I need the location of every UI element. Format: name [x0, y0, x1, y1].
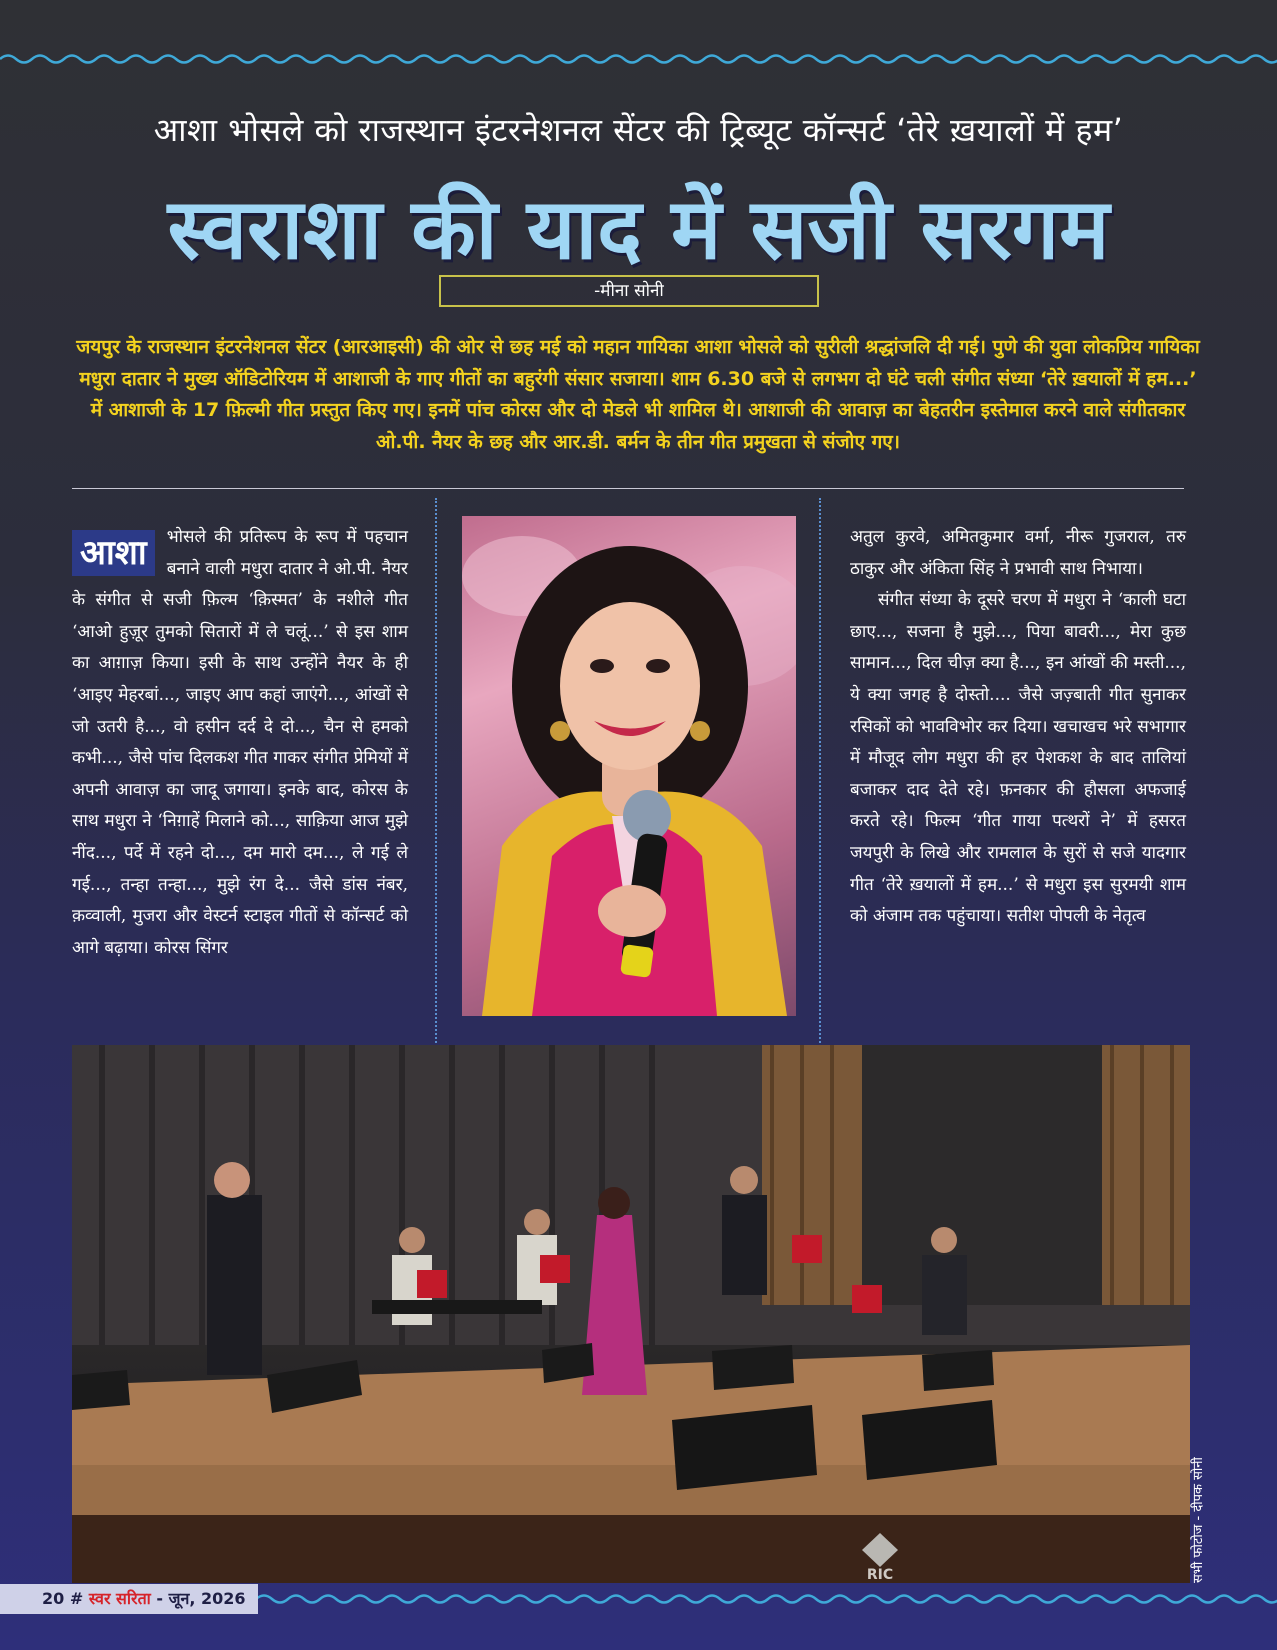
magazine-name: स्वर सरिता: [88, 1589, 151, 1608]
column-right-para-2: संगीत संध्या के दूसरे चरण में मधुरा ने ‘काली घटा छाए..., सजना है मुझे..., पिया बावरी..., मेरा कुछ सामान..., दिल चीज़ क्या है..., इन आंखों की मस्ती..., ये क्या जगह है दोस्तो.... जैसे जज़्बाती गीत सुनाकर रसिकों को भावविभोर कर दिया। खचाखच भरे सभागार में मौजूद लोग मधुरा की हर पेशकश के बाद तालियां बजाकर दाद देते रहे। फ़नकार की हौसला अफजाई करते रहे। फिल्म ‘गीत गाया पत्थरों ने’ में हसरत जयपुरी के लिखे और रामलाल के सुरों से सजे यादगार गीत ‘तेरे ख़यालों में हम...’ से मधुरा इस सुरमयी शाम को अंजाम तक पहुंचाया। सतीश पोपली के नेतृत्व: [850, 590, 1186, 927]
photo-credit: सभी फोटोज - दीपक सोनी: [1191, 1457, 1206, 1583]
page-number: 20 #: [42, 1589, 84, 1608]
drop-cap: आशा: [72, 530, 155, 576]
issue-date: - जून, 2026: [156, 1589, 246, 1608]
article-subtitle: आशा भोसले को राजस्थान इंटरनेशनल सेंटर की ट्रिब्यूट कॉन्सर्ट ‘तेरे ख़यालों में हम’: [153, 111, 1124, 149]
article-intro: जयपुर के राजस्थान इंटरनेशनल सेंटर (आरआइसी) की ओर से छह मई को महान गायिका आशा भोसले को सुरीली श्रद्धांजलि दी गई। पुणे की युवा लोकप्रिय गायिका मधुरा दातार ने मुख्य ऑडिटोरियम में आशाजी के गाए गीतों का बहुरंगी संसार सजाया। शाम 6.30 बजे से लगभग दो घंटे चली संगीत संध्या ‘तेरे ख़यालों में हम...’ में आशाजी के 17 फ़िल्मी गीत प्रस्तुत किए गए। इनमें पांच कोरस और दो मेडले भी शामिल थे। आशाजी की आवाज़ का बेहतरीन इस्तेमाल करने वाले संगीतकार ओ.पी. नैयर के छह और आर.डी. बर्मन के तीन गीत प्रमुखता से संजोए गए।: [76, 336, 1200, 453]
singer-portrait-photo: [462, 516, 796, 1016]
column-right: [850, 522, 1186, 933]
page-footer: [0, 1584, 258, 1614]
column-rule-right: [819, 498, 821, 1043]
top-wave-divider: [0, 52, 1277, 66]
column-right-para-1: अतुल कुरवे, अमितकुमार वर्मा, नीरू गुजराल, तरु ठाकुर और अंकिता सिंह ने प्रभावी साथ निभाया।: [850, 527, 1186, 579]
column-left: [72, 522, 408, 964]
stage-logo-text: RIC: [866, 1567, 894, 1583]
article-headline: स्वराशा की याद में सजी सरगम: [167, 180, 1110, 278]
section-divider: [72, 488, 1184, 489]
concert-stage-photo: [72, 1045, 1190, 1583]
column-left-text: भोसले की प्रतिरूप के रूप में पहचान बनाने वाली मधुरा दातार ने ओ.पी. नैयर के संगीत से सजी फ़िल्म ‘क़िस्मत’ के नशीले गीत ‘आओ हुज़ूर तुमको सितारों में ले चलूं...’ से इस शाम का आग़ाज़ किया। इसी के साथ उन्होंने नैयर के ही ‘आइए मेहरबां..., जाइए आप कहां जाएंगे..., आंखों से जो उतरी है..., वो हसीन दर्द दे दो..., चैन से हमको कभी..., जैसे पांच दिलकश गीत गाकर संगीत प्रेमियों में अपनी आवाज़ का जादू जगाया। इनके बाद, कोरस के साथ मधुरा ने ‘निग़ाहें मिलाने को..., साक़िया आज मुझे नींद..., पर्दे में रहने दो..., दम मारो दम..., ले गई ले गई..., तन्हा तन्हा..., मुझे रंग दे... जैसे डांस नंबर, क़व्वाली, मुजरा और वेस्टर्न स्टाइल गीतों से कॉन्सर्ट को आगे बढ़ाया। कोरस सिंगर: [72, 527, 408, 958]
column-rule-left: [435, 498, 437, 1043]
article-byline: -मीना सोनी: [439, 275, 819, 307]
